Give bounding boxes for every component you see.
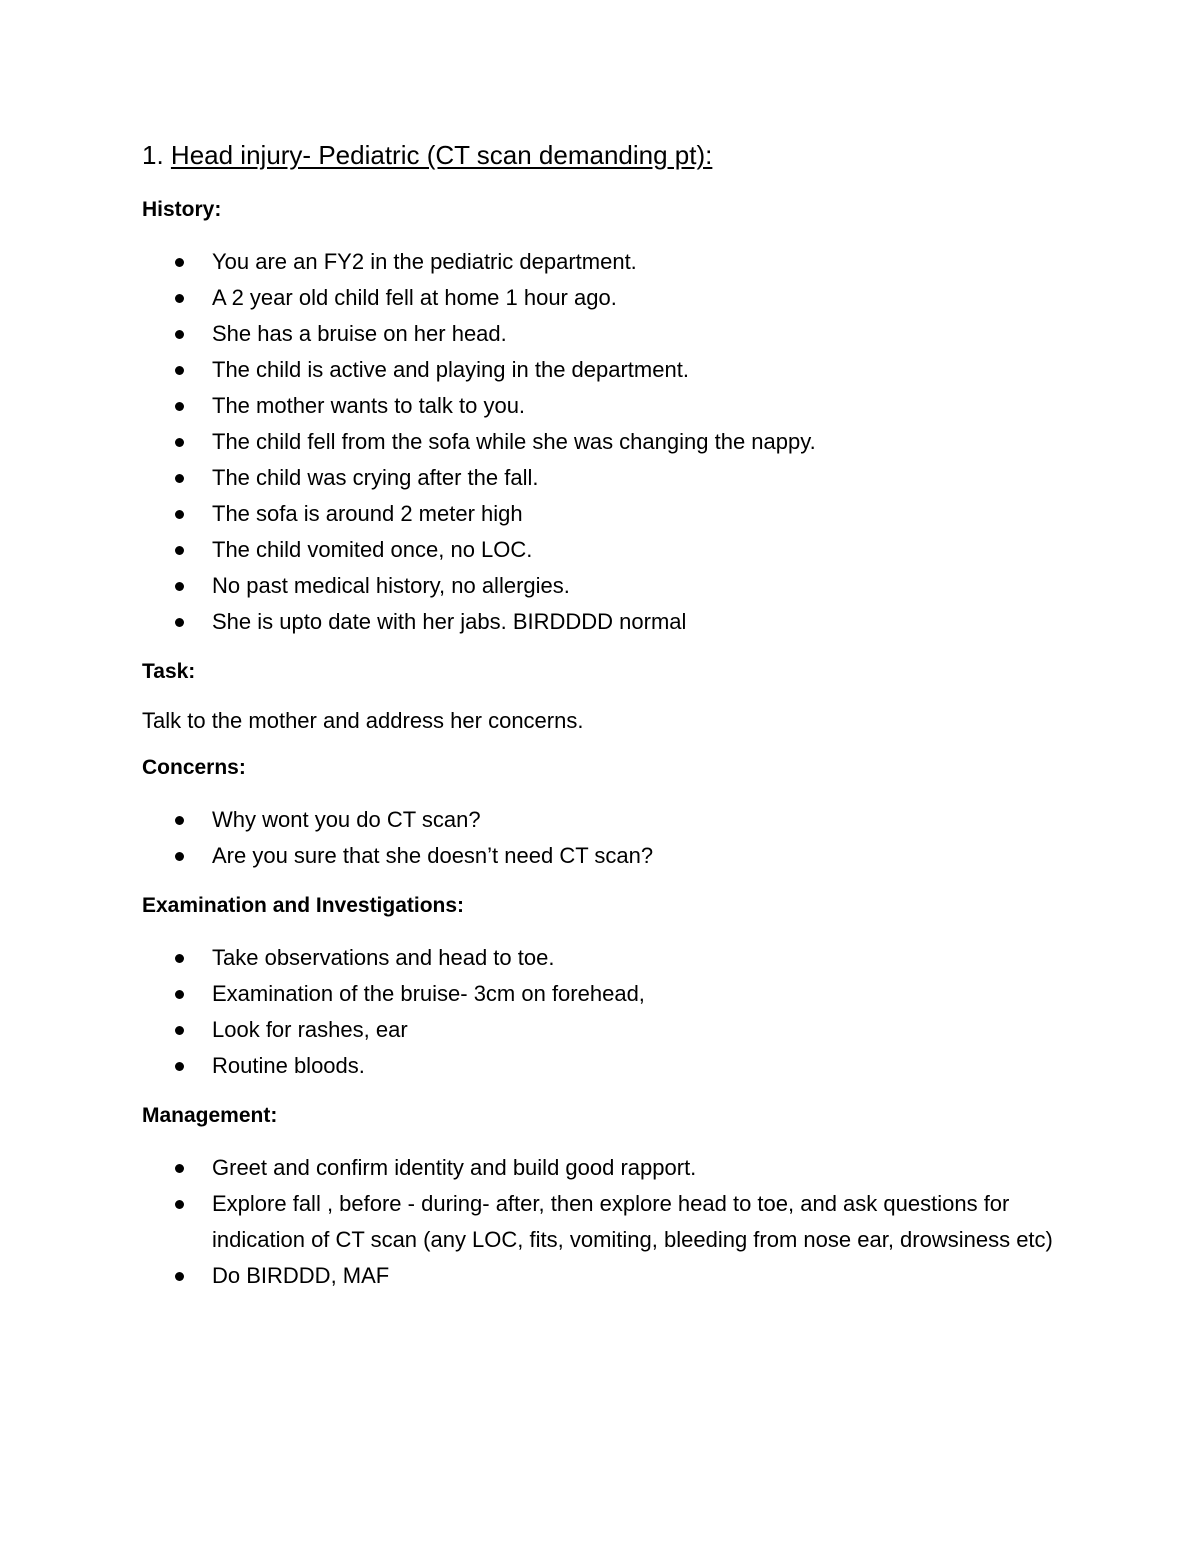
list-item: No past medical history, no allergies.	[142, 568, 1082, 604]
bullet-icon	[175, 510, 184, 519]
concerns-heading: Concerns:	[142, 756, 246, 779]
list-item: Take observations and head to toe.	[142, 940, 1082, 976]
management-list	[142, 1150, 1082, 1294]
examination-heading: Examination and Investigations:	[142, 894, 465, 917]
bullet-icon	[175, 474, 184, 483]
bullet-icon	[175, 582, 184, 591]
list-item: Are you sure that she doesn’t need CT scan?	[142, 838, 1082, 874]
history-heading: History:	[142, 198, 222, 221]
list-item: A 2 year old child fell at home 1 hour ago.	[142, 280, 1082, 316]
bullet-icon	[175, 816, 184, 825]
bullet-icon	[175, 546, 184, 555]
bullet-icon	[175, 330, 184, 339]
bullet-icon	[175, 618, 184, 627]
list-item: The child fell from the sofa while she was changing the nappy.	[142, 424, 1082, 460]
list-item: Examination of the bruise- 3cm on forehead,	[142, 976, 1082, 1012]
list-item: Look for rashes, ear	[142, 1012, 1082, 1048]
task-text: Talk to the mother and address her concerns.	[142, 708, 584, 733]
list-item: The sofa is around 2 meter high	[142, 496, 1082, 532]
list-item: Do BIRDDD, MAF	[142, 1258, 1082, 1294]
bullet-icon	[175, 438, 184, 447]
bullet-icon	[175, 1026, 184, 1035]
list-item: Explore fall , before - during- after, then explore head to toe, and ask questions for indication of CT scan (any LOC, fits, vomiting, bleeding from nose ear, drowsiness etc)	[142, 1186, 1082, 1258]
bullet-icon	[175, 1062, 184, 1071]
list-item: The mother wants to talk to you.	[142, 388, 1082, 424]
list-item: She has a bruise on her head.	[142, 316, 1082, 352]
task-heading: Task:	[142, 660, 196, 683]
management-heading: Management:	[142, 1104, 278, 1127]
bullet-icon	[175, 954, 184, 963]
bullet-icon	[175, 990, 184, 999]
list-item: Why wont you do CT scan?	[142, 802, 1082, 838]
list-item: Routine bloods.	[142, 1048, 1082, 1084]
bullet-icon	[175, 258, 184, 267]
document-page	[142, 138, 1082, 1312]
concerns-list	[142, 802, 1082, 874]
bullet-icon	[175, 294, 184, 303]
title-number: 1.	[142, 140, 164, 170]
bullet-icon	[175, 402, 184, 411]
list-item: She is upto date with her jabs. BIRDDDD normal	[142, 604, 1082, 640]
list-item: The child is active and playing in the department.	[142, 352, 1082, 388]
bullet-icon	[175, 1164, 184, 1173]
title-text: Head injury- Pediatric (CT scan demanding pt):	[170, 140, 713, 170]
list-item: Greet and confirm identity and build good rapport.	[142, 1150, 1082, 1186]
list-item: The child vomited once, no LOC.	[142, 532, 1082, 568]
bullet-icon	[175, 1200, 184, 1209]
list-item: The child was crying after the fall.	[142, 460, 1082, 496]
examination-list	[142, 940, 1082, 1084]
history-list	[142, 244, 1082, 640]
bullet-icon	[175, 852, 184, 861]
bullet-icon	[175, 1272, 184, 1281]
bullet-icon	[175, 366, 184, 375]
page-title	[142, 138, 1082, 172]
list-item: You are an FY2 in the pediatric department.	[142, 244, 1082, 280]
